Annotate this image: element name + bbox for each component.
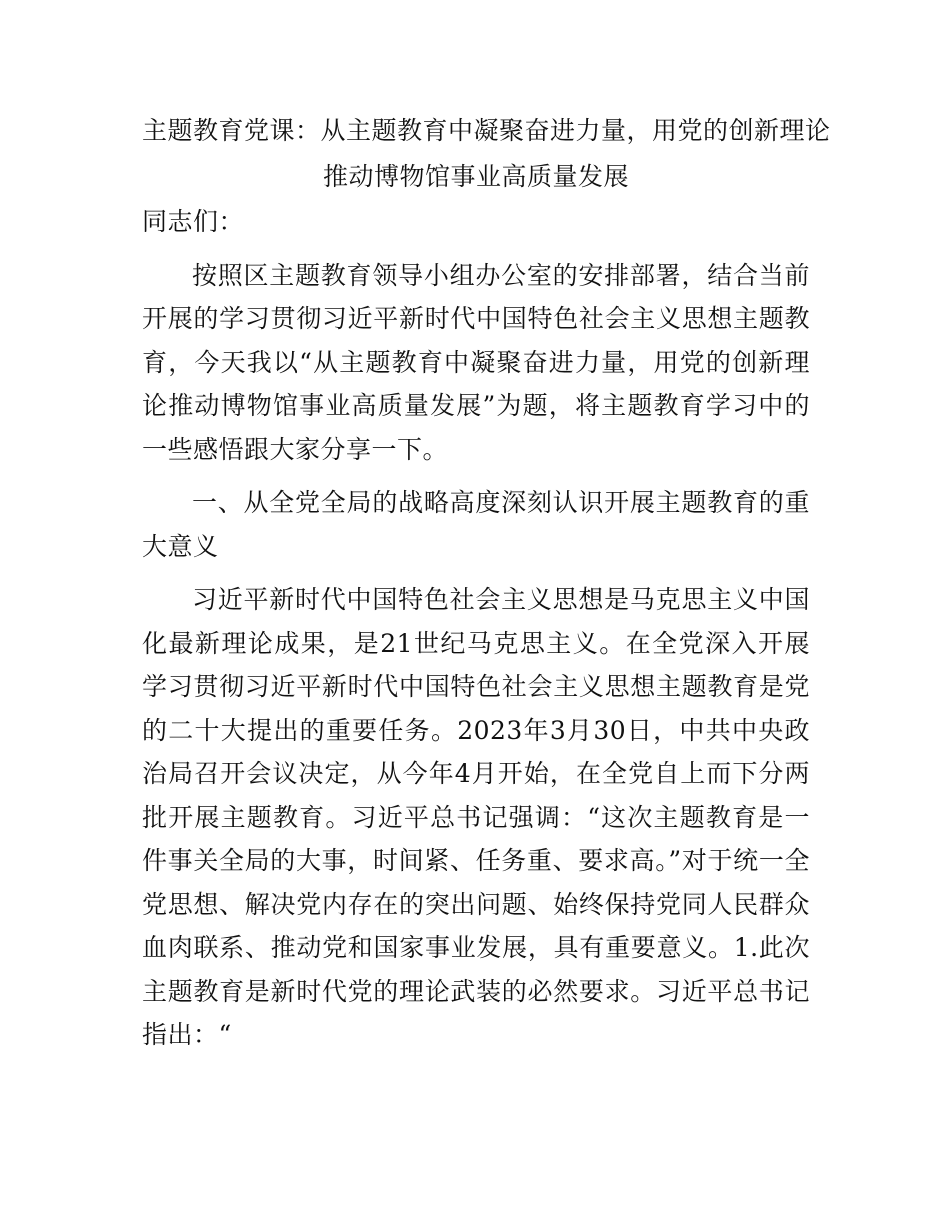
title-line-1: 主题教育党课：从主题教育中凝聚奋进力量，用党的创新理论 <box>142 116 831 145</box>
document-title <box>142 108 831 200</box>
paragraph-intro: 按照区主题教育领导小组办公室的安排部署，结合当前开展的学习贯彻习近平新时代中国特色社会主义思想主题教育，今天我以“从主题教育中凝聚奋进力量，用党的创新理论推动博物馆事业高质量发展”为题，将主题教育学习中的一些感悟跟大家分享一下。 <box>142 260 810 464</box>
section-heading: 一、从全党全局的战略高度深刻认识开展主题教育的重大意义 <box>142 488 810 561</box>
title-line-2: 推动博物馆事业高质量发展 <box>322 162 629 191</box>
paragraph-body: 习近平新时代中国特色社会主义思想是马克思主义中国化最新理论成果，是21世纪马克思主义。在全党深入开展学习贯彻习近平新时代中国特色社会主义思想主题教育是党的二十大提出的重要任务。2023年3月30日，中共中央政治局召开会议决定，从今年4月开始，在全党自上而下分两批开展主题教育。习近平总书记强调：“这次主题教育是一件事关全局的大事，时间紧、任务重、要求高。”对于统一全党思想、解决党内存在的突出问题、始终保持党同人民群众血肉联系、推动党和国家事业发展，具有重要意义。1.此次主题教育是新时代党的理论武装的必然要求。习近平总书记指出：“ <box>142 585 810 1049</box>
salutation: 同志们： <box>142 207 245 236</box>
document-body <box>142 200 810 1067</box>
